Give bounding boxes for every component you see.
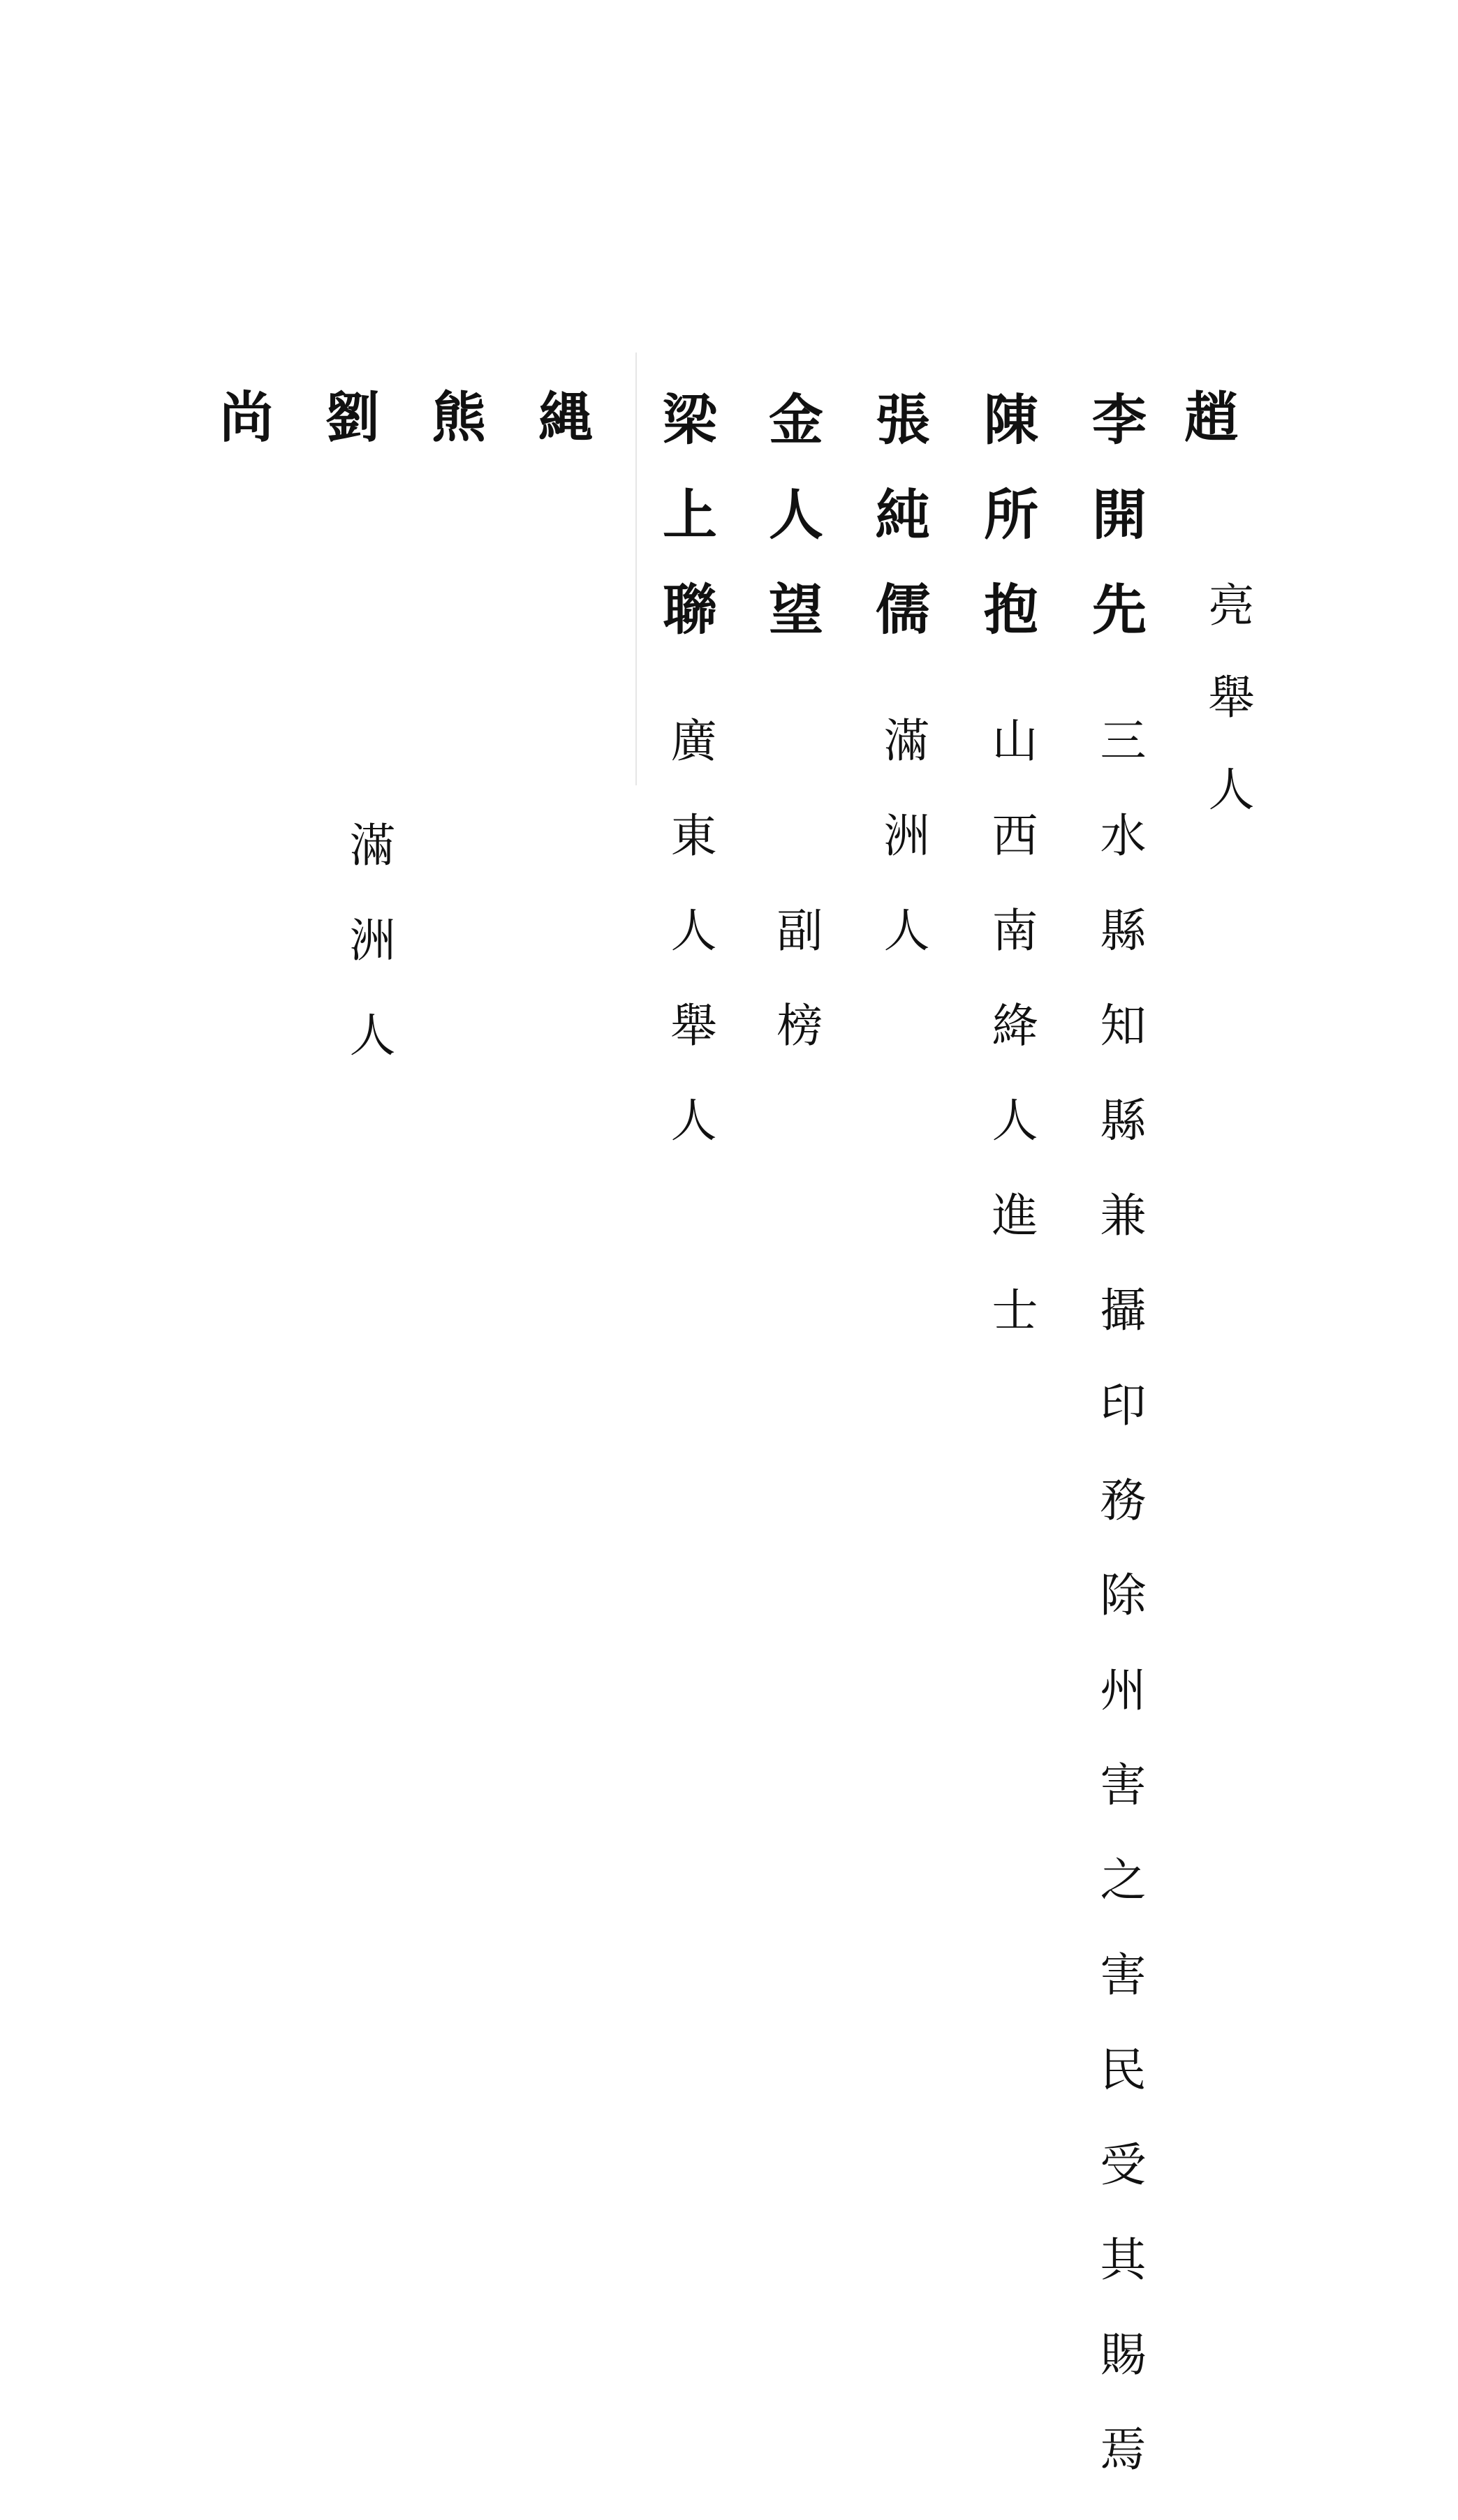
entry-column-3 — [957, 391, 1038, 1381]
entry-column-4 — [848, 391, 930, 1001]
entry-column-10 — [208, 386, 285, 486]
entry-note: 副榜 — [769, 906, 823, 1096]
entry-column-2 — [1065, 391, 1147, 2520]
entry-column-8 — [420, 386, 497, 486]
entry-name: 趙 — [1184, 386, 1239, 450]
entry-note: 亮舉人 — [1200, 581, 1254, 857]
entry-column-6 — [635, 391, 717, 1191]
entry-name: 張純儒 — [867, 391, 930, 676]
entry-note: 廣東人舉人 — [663, 716, 716, 1191]
entry-name: 梁上聯 — [654, 391, 717, 676]
entry-column-5 — [742, 391, 823, 1096]
entry-column-7 — [527, 386, 604, 486]
entry-name: 劉 — [325, 386, 380, 450]
entry-note: 滿洲人 — [341, 821, 395, 1106]
entry-name: 金人望 — [760, 391, 823, 676]
entry-column-1 — [1173, 386, 1254, 857]
entry-note: 山西南絳人進士 — [984, 716, 1038, 1381]
entry-name: 熊 — [431, 386, 486, 450]
entry-note: 滿洲人 — [876, 716, 929, 1001]
entry-note: 三水縣知縣兼攝印務除州害之害民受其賜焉 — [1092, 716, 1146, 2520]
entry-name: 陳所抱 — [975, 391, 1038, 676]
entry-name: 尚 — [219, 386, 274, 450]
entry-column-9 — [314, 386, 395, 1106]
entry-name: 李開先 — [1083, 391, 1147, 676]
entry-name: 縄 — [538, 386, 593, 450]
